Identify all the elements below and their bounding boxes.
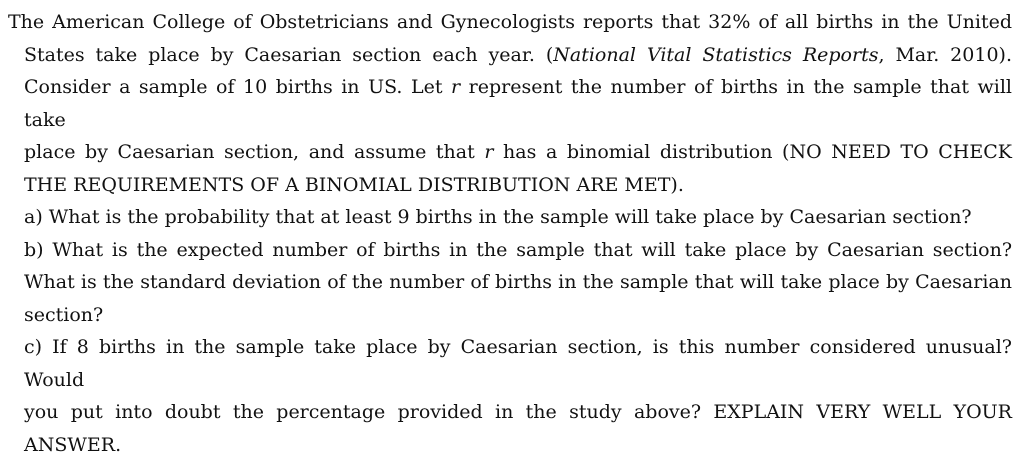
intro-line-3-end: represent the number of births in the sample that will take <box>24 76 1012 131</box>
intro-line-4-end: has a binomial distribution (NO NEED TO CHECK <box>493 141 1012 163</box>
part-c-line-1: c) If 8 births in the sample take place by Caesarian section, is this number considered unusual? Would <box>8 331 1012 396</box>
problem-intro <box>8 6 1012 201</box>
part-b-line-2: What is the standard deviation of the number of births in the sample that will take place by Caesarian <box>8 266 1012 299</box>
intro-line-2-start: States take place by Caesarian section each year. ( <box>24 44 553 66</box>
part-b-line-1: b) What is the expected number of births in the sample that will take place by Caesarian section? <box>8 234 1012 267</box>
variable-r: r <box>451 76 460 98</box>
intro-line-3-start: Consider a sample of 10 births in US. Let <box>24 76 451 98</box>
part-c-line-2: you put into doubt the percentage provided in the study above? EXPLAIN VERY WELL YOUR <box>8 396 1012 429</box>
problem-statement <box>8 6 1012 461</box>
part-a <box>8 201 1012 234</box>
part-c-line-3: ANSWER. <box>8 429 1012 461</box>
citation-title: National Vital Statistics Reports <box>553 44 878 66</box>
part-a-question: a) What is the probability that at least 9 births in the sample will take place by Caesarian section? <box>8 201 1012 234</box>
intro-line-4 <box>8 136 1012 169</box>
intro-line-1: The American College of Obstetricians and Gynecologists reports that 32% of all births in the United <box>8 6 1012 39</box>
variable-r: r <box>484 141 493 163</box>
intro-line-2 <box>8 39 1012 72</box>
part-c <box>8 331 1012 461</box>
intro-line-2-end: , Mar. 2010). <box>878 44 1012 66</box>
intro-line-4-start: place by Caesarian section, and assume that <box>24 141 484 163</box>
intro-line-5: THE REQUIREMENTS OF A BINOMIAL DISTRIBUTION ARE MET). <box>8 169 1012 202</box>
part-b <box>8 234 1012 332</box>
intro-line-3 <box>8 71 1012 136</box>
part-b-line-3: section? <box>8 299 1012 332</box>
